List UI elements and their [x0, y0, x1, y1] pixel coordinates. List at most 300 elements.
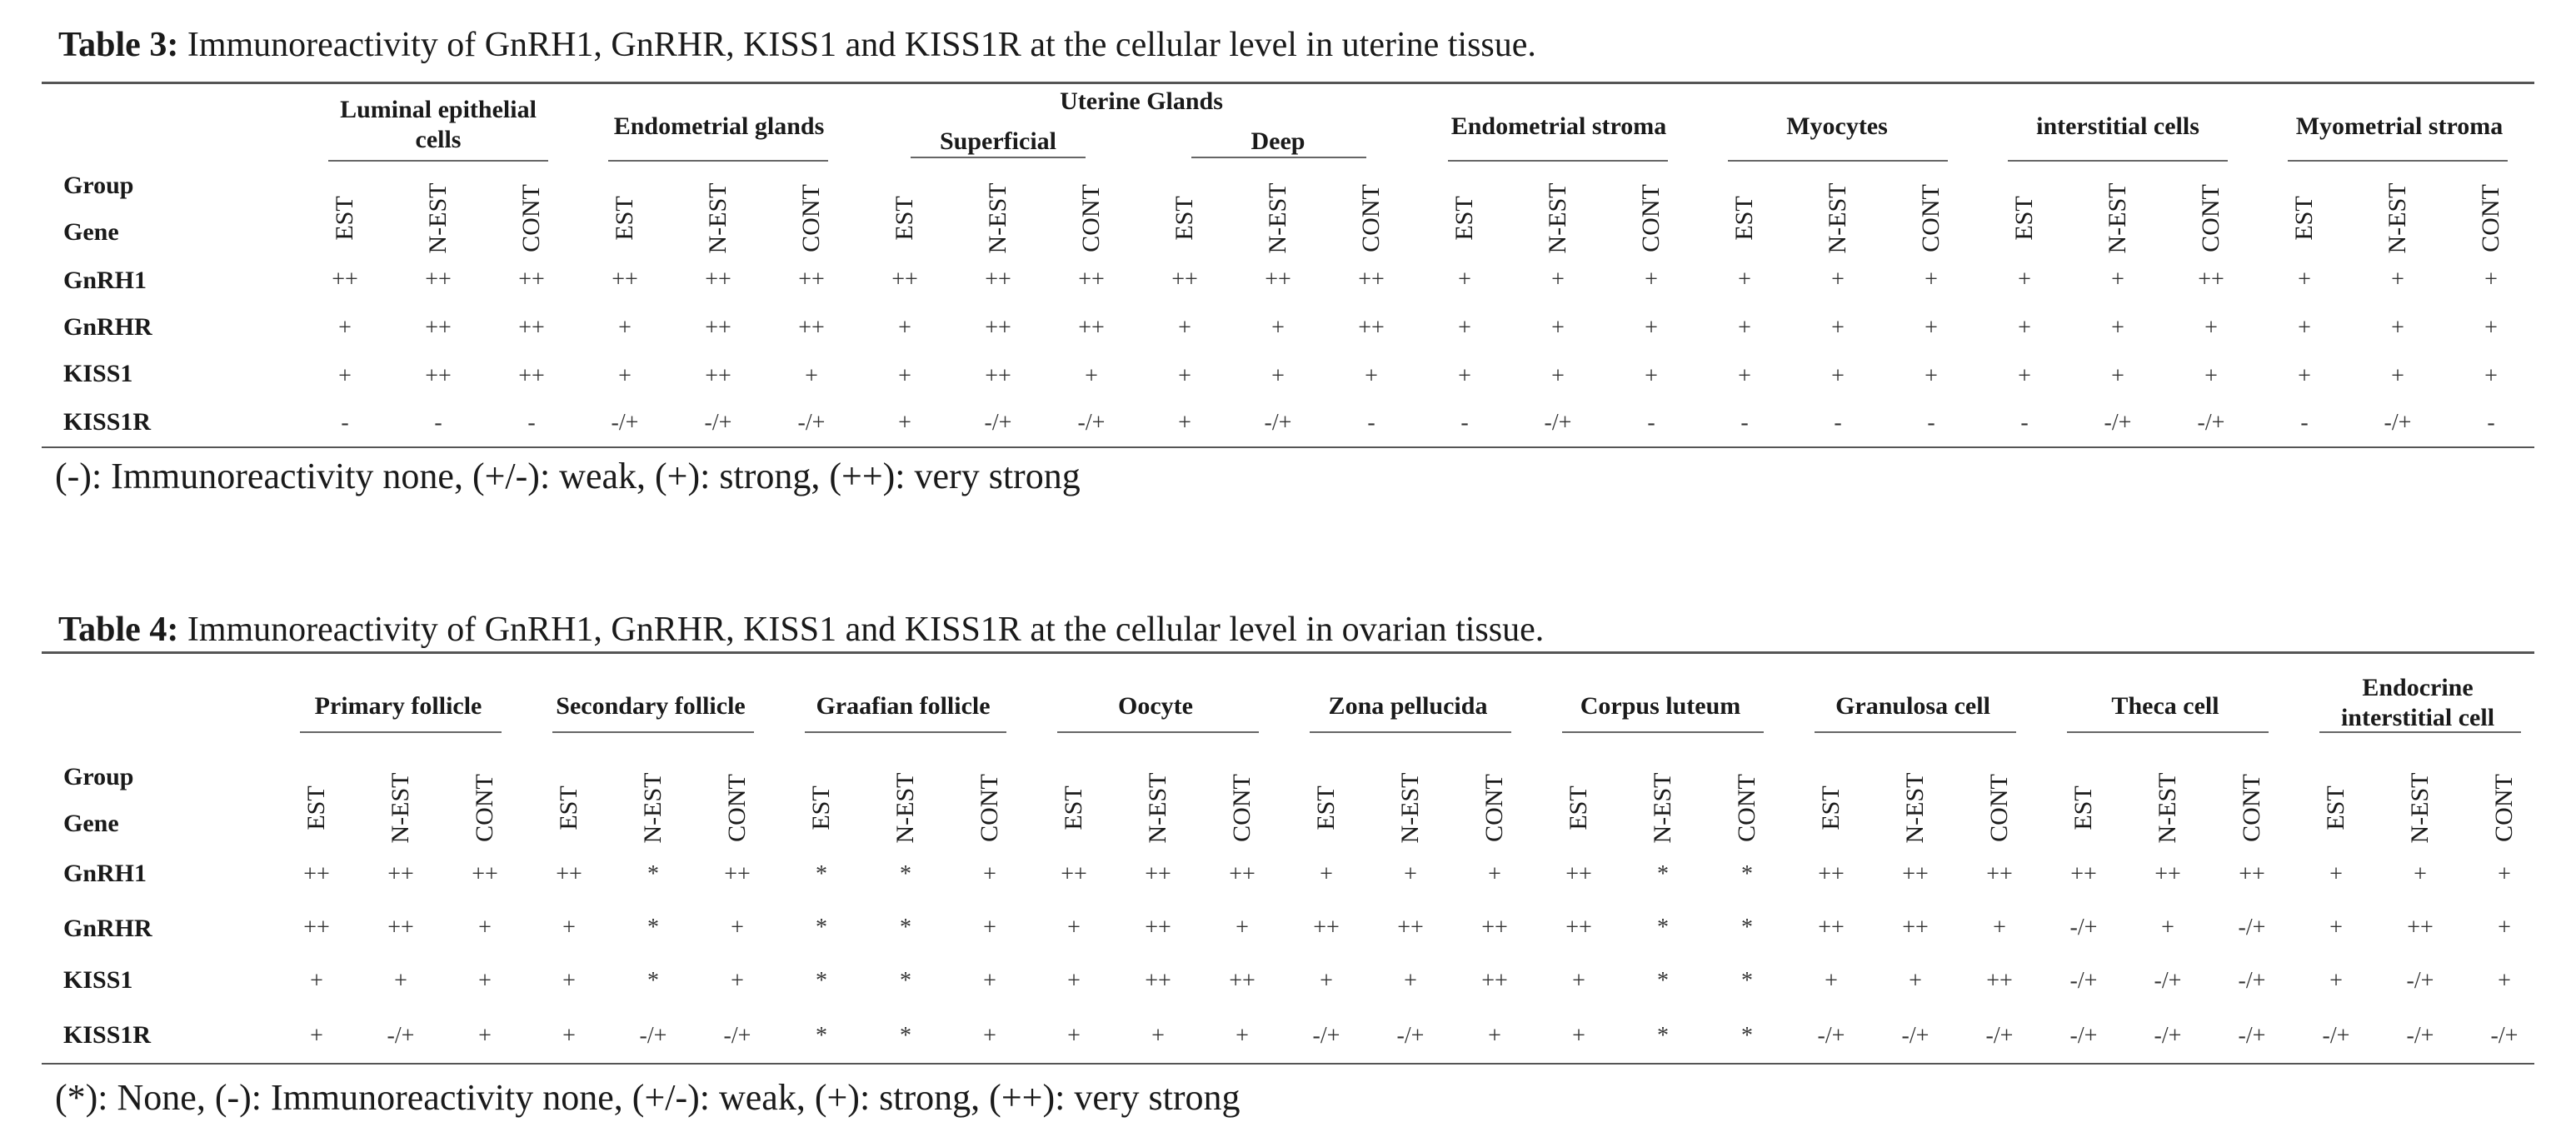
table-3-cell: + — [2111, 363, 2124, 389]
table-3-cell: ++ — [705, 363, 731, 389]
table-4-cell: + — [562, 915, 576, 940]
table-3-cell: ++ — [2198, 267, 2224, 292]
table-4-cell: * — [1657, 1023, 1669, 1049]
table-3-cell: + — [1551, 363, 1565, 389]
table-4-caption — [58, 610, 1544, 650]
table-3-cell: ++ — [1171, 267, 1198, 292]
table-3-cell: + — [805, 363, 818, 389]
table-4-cell: ++ — [724, 861, 751, 887]
table-4-cell: ++ — [2407, 915, 2434, 940]
table-3-subcolumn-header: EST — [611, 196, 638, 241]
table-4-cell: + — [1236, 915, 1249, 940]
table-3-cell: - — [1647, 410, 1655, 436]
table-4-group-header: Secondary follicle — [556, 692, 746, 720]
table-4-row-header-gene: Gene — [63, 810, 119, 837]
table-3-cell: ++ — [985, 315, 1011, 341]
table-3-subcolumn-header: CONT — [1637, 184, 1665, 252]
table-3-group-header: Deep — [1251, 127, 1305, 155]
table-4-group-underline — [1562, 731, 1764, 733]
table-4-cell: -/+ — [2490, 1023, 2519, 1049]
table-3-gene-label: KISS1R — [63, 408, 152, 436]
table-4-group-header: Primary follicle — [314, 692, 482, 720]
table-3-cell: + — [1271, 363, 1285, 389]
table-4-subcolumn-header: N-EST — [639, 772, 666, 844]
table-4-group-header: Zona pellucida — [1328, 692, 1488, 720]
table-4-cell: * — [816, 968, 827, 994]
table-4-cell: ++ — [1565, 861, 1592, 887]
table-3-cell: + — [2018, 363, 2031, 389]
table-4-group-underline — [1057, 731, 1259, 733]
table-3-cell: ++ — [1078, 267, 1105, 292]
table-3-cell: + — [1831, 363, 1845, 389]
table-3-subcolumn-header: CONT — [2477, 184, 2504, 252]
table-4-cell: + — [983, 968, 996, 994]
table-3-cell: + — [1085, 363, 1098, 389]
table-3-cell: - — [1740, 410, 1749, 436]
table-4-cell: * — [1741, 915, 1753, 940]
table-4-cell: * — [816, 915, 827, 940]
table-4-cell: -/+ — [2238, 1023, 2266, 1049]
table-3-cell: + — [1178, 363, 1191, 389]
table-4-subcolumn-header: N-EST — [2406, 772, 2434, 844]
table-3-cell: + — [1645, 315, 1658, 341]
table-4-gene-label: KISS1R — [63, 1021, 152, 1049]
table-4-gene-label: KISS1 — [63, 966, 133, 994]
table-3-cell: + — [2111, 315, 2124, 341]
table-3-subcolumn-header: EST — [1730, 196, 1758, 241]
table-3-cell: + — [1645, 363, 1658, 389]
table-4-cell: + — [2161, 915, 2174, 940]
table-3-cell: + — [1925, 267, 1938, 292]
table-4-cell: + — [562, 1023, 576, 1049]
table-3-top-rule — [42, 82, 2534, 84]
table-4-subcolumn-header: N-EST — [1396, 772, 1424, 844]
table-3-cell: + — [2018, 315, 2031, 341]
table-3-subcolumn-header: EST — [2010, 196, 2038, 241]
table-3-cell: + — [2111, 267, 2124, 292]
table-4-subcolumn-header: CONT — [2238, 774, 2265, 842]
table-4-cell: + — [1993, 915, 2006, 940]
table-4-cell: -/+ — [723, 1023, 751, 1049]
table-3-group-underline — [328, 160, 548, 162]
table-4-subcolumn-header: EST — [1312, 785, 1340, 830]
table-4-subcolumn-header: CONT — [1228, 774, 1256, 842]
table-4-subcolumn-header: EST — [1060, 785, 1087, 830]
table-4-gene-label: GnRH1 — [63, 860, 147, 887]
table-4-subcolumn-header: EST — [2322, 785, 2349, 830]
table-4-cell: ++ — [2154, 861, 2181, 887]
table-4-cell: -/+ — [1312, 1023, 1340, 1049]
table-4-subcolumn-header: CONT — [1733, 774, 1760, 842]
table-3-cell: + — [1551, 267, 1565, 292]
table-3-subcolumn-header: EST — [1171, 196, 1198, 241]
table-4-cell: + — [1067, 1023, 1081, 1049]
table-3-cell: + — [1831, 267, 1845, 292]
table-3-subcolumn-header: N-EST — [1264, 182, 1291, 254]
table-4-cell: ++ — [1902, 915, 1929, 940]
table-4-cell: -/+ — [2069, 915, 2098, 940]
table-3-subcolumn-header: N-EST — [1544, 182, 1571, 254]
table-4-cell: + — [1909, 968, 1922, 994]
table-3-row-header-gene: Gene — [63, 218, 119, 246]
table-3-cell: ++ — [518, 363, 545, 389]
table-4-subcolumn-header: CONT — [1985, 774, 2013, 842]
table-3-cell: + — [1738, 363, 1751, 389]
table-3-gene-label: KISS1 — [63, 360, 133, 387]
table-4-cell: * — [900, 915, 911, 940]
table-4-subcolumn-header: CONT — [1480, 774, 1508, 842]
table-3-cell: + — [618, 363, 632, 389]
table-4-subcolumn-header: EST — [1565, 785, 1592, 830]
table-3-group-header: interstitial cells — [2036, 112, 2199, 140]
table-4-cell: -/+ — [1901, 1023, 1930, 1049]
table-3-group-underline — [608, 160, 828, 162]
table-4-subcolumn-header: CONT — [723, 774, 751, 842]
table-4-subcolumn-header: EST — [1817, 785, 1845, 830]
table-3-cell: + — [338, 363, 352, 389]
table-3-cell: -/+ — [1077, 410, 1106, 436]
table-3-cell: + — [2391, 267, 2404, 292]
table-3-cell: ++ — [1078, 315, 1105, 341]
table-3-cell: -/+ — [2104, 410, 2132, 436]
table-4-group-underline — [2067, 731, 2269, 733]
table-3-subcolumn-header: EST — [331, 196, 358, 241]
table-3-cell: ++ — [705, 315, 731, 341]
table-3-subcolumn-header: N-EST — [704, 182, 731, 254]
table-3-cell: + — [1738, 315, 1751, 341]
table-3-cell: + — [2018, 267, 2031, 292]
table-3-cell: - — [527, 410, 536, 436]
table-4-cell: -/+ — [2154, 1023, 2182, 1049]
table-4-cell: ++ — [472, 861, 498, 887]
table-3-row-header-group: Group — [63, 172, 134, 199]
table-4-cell: ++ — [1902, 861, 1929, 887]
table-4-row-header-group: Group — [63, 763, 134, 790]
table-4-subcolumn-header: EST — [302, 785, 330, 830]
table-3-cell: - — [1834, 410, 1842, 436]
table-4-cell: ++ — [1145, 915, 1171, 940]
table-4-group-underline — [1310, 731, 1511, 733]
table-3-subcolumn-header: EST — [2290, 196, 2318, 241]
table-4-cell: * — [1741, 861, 1753, 887]
table-4-group-underline — [300, 731, 502, 733]
table-4-cell: ++ — [1145, 968, 1171, 994]
table-4-cell: + — [2414, 861, 2427, 887]
table-3-cell: + — [898, 410, 911, 436]
table-4-cell: + — [2329, 968, 2343, 994]
table-3-caption-label: Table 3: — [58, 26, 179, 64]
table-4-cell: + — [1488, 1023, 1501, 1049]
table-3-cell: + — [1925, 363, 1938, 389]
table-4-cell: + — [731, 915, 744, 940]
table-3-cell: + — [2204, 363, 2218, 389]
table-4-cell: -/+ — [2322, 1023, 2350, 1049]
table-4-cell: ++ — [303, 915, 330, 940]
table-3-cell: + — [1458, 267, 1471, 292]
table-3-cell: -/+ — [2384, 410, 2412, 436]
table-3-cell: + — [2204, 315, 2218, 341]
table-3-subcolumn-header: CONT — [797, 184, 825, 252]
table-3-cell: ++ — [1265, 267, 1291, 292]
table-4-subcolumn-header: N-EST — [1901, 772, 1929, 844]
table-3-footnote: (-): Immunoreactivity none, (+/-): weak, (+): strong, (++): very strong — [55, 456, 1081, 496]
table-3-cell: ++ — [798, 315, 825, 341]
table-3-cell: + — [2391, 363, 2404, 389]
table-4-cell: ++ — [1986, 861, 2013, 887]
table-4-cell: + — [2498, 915, 2511, 940]
table-4-subcolumn-header: N-EST — [1144, 772, 1171, 844]
table-4-cell: + — [1404, 861, 1417, 887]
table-3-cell: ++ — [612, 267, 638, 292]
table-4-cell: * — [816, 861, 827, 887]
table-3-cell: + — [2484, 363, 2498, 389]
table-4-cell: ++ — [303, 861, 330, 887]
table-3-super-header: Uterine Glands — [1060, 87, 1223, 115]
table-3-cell: + — [1178, 410, 1191, 436]
table-3-cell: + — [1271, 315, 1285, 341]
table-4-cell: + — [1320, 861, 1333, 887]
table-3-subcolumn-header: N-EST — [1824, 182, 1851, 254]
table-4-gene-label: GnRHR — [63, 915, 152, 942]
table-3-cell: + — [1831, 315, 1845, 341]
table-3-cell: + — [618, 315, 632, 341]
table-4-cell: -/+ — [639, 1023, 667, 1049]
table-3-subcolumn-header: EST — [891, 196, 918, 241]
table-4-footnote: (*): None, (-): Immunoreactivity none, (+/-): weak, (+): strong, (++): very strong — [55, 1077, 1241, 1118]
table-4-cell: ++ — [1229, 861, 1256, 887]
table-4-cell: + — [2498, 861, 2511, 887]
table-3-cell: -/+ — [1544, 410, 1572, 436]
table-4-cell: ++ — [2239, 861, 2265, 887]
table-4-cell: + — [1825, 968, 1838, 994]
table-4-cell: ++ — [1481, 968, 1508, 994]
table-4-cell: * — [1741, 968, 1753, 994]
table-4-cell: + — [2329, 861, 2343, 887]
table-4-group-header: Granulosa cell — [1835, 692, 1990, 720]
table-3-cell: + — [1738, 267, 1751, 292]
table-3-bottom-rule — [42, 446, 2534, 448]
table-4-cell: * — [1657, 915, 1669, 940]
table-3-subcolumn-header: CONT — [1077, 184, 1105, 252]
table-4-caption-label: Table 4: — [58, 611, 179, 649]
table-4-cell: + — [1572, 968, 1585, 994]
table-4-cell: + — [478, 915, 492, 940]
table-4-cell: * — [1741, 1023, 1753, 1049]
table-3-cell: + — [2484, 315, 2498, 341]
table-4-cell: * — [647, 968, 659, 994]
table-3-group-underline — [2288, 160, 2508, 162]
table-4-cell: ++ — [556, 861, 582, 887]
table-4-cell: ++ — [1145, 861, 1171, 887]
table-3-cell: ++ — [985, 363, 1011, 389]
table-4-group-header: Graafian follicle — [816, 692, 991, 720]
table-3-cell: - — [2020, 410, 2029, 436]
table-4-cell: * — [1657, 861, 1669, 887]
table-4-subcolumn-header: EST — [807, 785, 835, 830]
table-4-cell: + — [1320, 968, 1333, 994]
table-4-subcolumn-header: N-EST — [1649, 772, 1676, 844]
table-3-subcolumn-header: CONT — [2197, 184, 2224, 252]
table-3-cell: -/+ — [704, 410, 732, 436]
table-4-subcolumn-header: N-EST — [891, 772, 919, 844]
table-3-cell: - — [2300, 410, 2309, 436]
table-4-cell: ++ — [1818, 861, 1845, 887]
table-3-cell: ++ — [798, 267, 825, 292]
table-3-group-header: Myometrial stroma — [2295, 112, 2504, 140]
table-4-cell: * — [647, 915, 659, 940]
table-3-cell: + — [1178, 315, 1191, 341]
table-3-gene-label: GnRHR — [63, 313, 152, 341]
table-4-cell: ++ — [1397, 915, 1424, 940]
table-4-cell: + — [1404, 968, 1417, 994]
table-4-subcolumn-header: CONT — [976, 774, 1003, 842]
table-3-group-underline — [1191, 157, 1366, 158]
table-3-cell: -/+ — [2197, 410, 2225, 436]
table-3-group-header: Myocytes — [1786, 112, 1888, 140]
table-3-cell: + — [1551, 315, 1565, 341]
table-4-cell: ++ — [1565, 915, 1592, 940]
table-4-cell: + — [1236, 1023, 1249, 1049]
table-4-bottom-rule — [42, 1063, 2534, 1065]
table-4-cell: + — [478, 1023, 492, 1049]
table-3-cell: ++ — [705, 267, 731, 292]
table-3-cell: + — [338, 315, 352, 341]
table-4-cell: -/+ — [2238, 915, 2266, 940]
table-4-cell: -/+ — [1396, 1023, 1425, 1049]
table-4-cell: * — [900, 861, 911, 887]
table-4-cell: + — [310, 1023, 323, 1049]
table-3-group-underline — [911, 157, 1086, 158]
table-3-cell: + — [2391, 315, 2404, 341]
table-4-cell: ++ — [2070, 861, 2097, 887]
table-4-cell: + — [2498, 968, 2511, 994]
table-4-group-underline — [805, 731, 1006, 733]
table-4-cell: ++ — [1229, 968, 1256, 994]
table-4-group-header: Oocyte — [1118, 692, 1193, 720]
table-4-cell: ++ — [1818, 915, 1845, 940]
table-3-subcolumn-header: N-EST — [424, 182, 452, 254]
table-4-subcolumn-header: EST — [2069, 785, 2097, 830]
table-3-cell: - — [1460, 410, 1469, 436]
table-3-cell: + — [2298, 363, 2311, 389]
table-3-cell: ++ — [425, 363, 452, 389]
table-4-cell: + — [1067, 968, 1081, 994]
table-3-subcolumn-header: N-EST — [2384, 182, 2411, 254]
table-3-cell: -/+ — [611, 410, 639, 436]
table-4-subcolumn-header: CONT — [2490, 774, 2518, 842]
table-3-cell: ++ — [985, 267, 1011, 292]
table-4-cell: * — [900, 968, 911, 994]
table-4-cell: * — [816, 1023, 827, 1049]
table-4-cell: + — [1067, 915, 1081, 940]
table-4-cell: -/+ — [2154, 968, 2182, 994]
table-4-subcolumn-header: N-EST — [2154, 772, 2181, 844]
table-4-group-underline — [2319, 731, 2521, 733]
table-4-cell: * — [647, 861, 659, 887]
table-3-group-header: Superficial — [940, 127, 1056, 155]
table-4-cell: + — [983, 1023, 996, 1049]
table-4-cell: ++ — [1986, 968, 2013, 994]
table-4-cell: * — [900, 1023, 911, 1049]
table-3-cell: ++ — [1358, 267, 1385, 292]
table-3-cell: - — [1367, 410, 1375, 436]
table-4-cell: -/+ — [2069, 1023, 2098, 1049]
table-3-cell: - — [341, 410, 349, 436]
table-3-cell: + — [1645, 267, 1658, 292]
table-3-cell: + — [2298, 315, 2311, 341]
table-3-subcolumn-header: CONT — [1357, 184, 1385, 252]
table-3-cell: -/+ — [797, 410, 826, 436]
table-3-cell: - — [434, 410, 442, 436]
table-4-cell: ++ — [1313, 915, 1340, 940]
table-3-cell: ++ — [425, 267, 452, 292]
table-3-cell: + — [2298, 267, 2311, 292]
table-4-cell: ++ — [387, 915, 414, 940]
table-4-group-underline — [1815, 731, 2016, 733]
table-3-cell: ++ — [518, 267, 545, 292]
table-3-caption-text: Immunoreactivity of GnRH1, GnRHR, KISS1 and KISS1R at the cellular level in uterine tissue. — [178, 26, 1536, 64]
table-4-cell: + — [478, 968, 492, 994]
table-3-cell: + — [1365, 363, 1378, 389]
table-3-group-header: Endometrial glands — [613, 112, 825, 140]
table-3-cell: + — [1925, 315, 1938, 341]
table-3-cell: ++ — [332, 267, 358, 292]
table-4-cell: -/+ — [1817, 1023, 1845, 1049]
table-3-cell: ++ — [891, 267, 918, 292]
table-3-cell: -/+ — [984, 410, 1012, 436]
table-4-cell: + — [394, 968, 407, 994]
table-4-cell: -/+ — [2406, 1023, 2434, 1049]
table-3-group-header: Luminal epithelial cells — [340, 96, 537, 153]
table-4-cell: -/+ — [387, 1023, 415, 1049]
table-3-group-underline — [1728, 160, 1948, 162]
table-3-cell: -/+ — [1264, 410, 1292, 436]
table-3-gene-label: GnRH1 — [63, 267, 147, 294]
table-4-group-header: Theca cell — [2111, 692, 2219, 720]
table-3-group-underline — [2008, 160, 2228, 162]
table-4-cell: + — [1572, 1023, 1585, 1049]
table-4-cell: -/+ — [2069, 968, 2098, 994]
table-4-cell: -/+ — [1985, 1023, 2014, 1049]
table-3-subcolumn-header: CONT — [1917, 184, 1944, 252]
table-4-cell: ++ — [1481, 915, 1508, 940]
table-4-cell: + — [2329, 915, 2343, 940]
table-4-cell: -/+ — [2406, 968, 2434, 994]
table-3-cell: + — [1458, 315, 1471, 341]
table-4-cell: + — [310, 968, 323, 994]
table-4-cell: ++ — [1061, 861, 1087, 887]
table-3-cell: ++ — [425, 315, 452, 341]
table-3-group-underline — [1448, 160, 1668, 162]
table-4-group-header: Corpus luteum — [1580, 692, 1741, 720]
table-3-cell: ++ — [1358, 315, 1385, 341]
table-3-subcolumn-header: EST — [1450, 196, 1478, 241]
table-3-cell: + — [898, 315, 911, 341]
table-3-cell: + — [898, 363, 911, 389]
table-4-cell: + — [983, 861, 996, 887]
table-4-top-rule — [42, 651, 2534, 654]
table-3-group-header: Endometrial stroma — [1450, 112, 1667, 140]
table-4-cell: + — [1488, 861, 1501, 887]
table-4-cell: + — [562, 968, 576, 994]
table-4-cell: * — [1657, 968, 1669, 994]
table-4-caption-text: Immunoreactivity of GnRH1, GnRHR, KISS1 and KISS1R at the cellular level in ovarian tissue. — [178, 611, 1545, 649]
table-3-cell: - — [2487, 410, 2495, 436]
table-3-cell: + — [2484, 267, 2498, 292]
table-3-cell: ++ — [518, 315, 545, 341]
table-4-cell: + — [731, 968, 744, 994]
table-3-caption — [58, 25, 1536, 65]
